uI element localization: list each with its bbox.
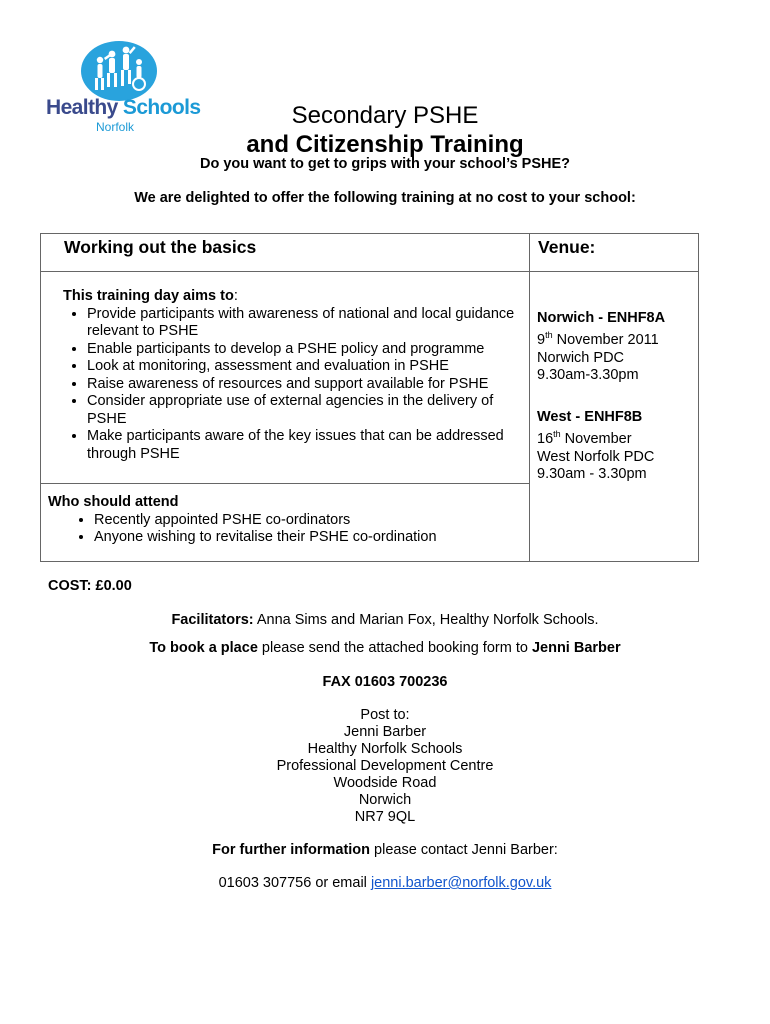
- aim-item: • Enable participants to develop a PSHE policy and programme: [87, 341, 523, 359]
- who-cell: [41, 484, 530, 562]
- aims-list: [63, 306, 523, 464]
- intro-offer: We are delighted to offer the following training at no cost to your school:: [134, 190, 636, 206]
- facilitators: Facilitators: Anna Sims and Marian Fox, Healthy Norfolk Schools.: [171, 612, 599, 628]
- venue-place: Norwich PDC: [537, 349, 625, 366]
- logo-wordmark: Healthy Schools: [46, 96, 201, 119]
- venue-time: 9.30am-3.30pm: [537, 367, 639, 384]
- email-link[interactable]: jenni.barber@norfolk.gov.uk: [370, 875, 552, 891]
- cost: COST: £0.00: [48, 578, 132, 594]
- course-heading: Working out the basics: [64, 237, 257, 257]
- fax-number: FAX 01603 700236: [322, 674, 448, 690]
- aims-intro: This training day aims to:: [63, 288, 238, 304]
- post-line: Norwich: [358, 792, 412, 808]
- venue-time: 9.30am - 3.30pm: [537, 466, 647, 483]
- course-table: [40, 233, 699, 562]
- post-line: Woodside Road: [333, 775, 437, 791]
- venue-date: 9th November 2011: [537, 330, 659, 349]
- venue-west: [537, 409, 692, 484]
- venue-code: West - ENHF8B: [537, 408, 643, 425]
- booking-instructions: To book a place please send the attached booking form to Jenni Barber: [149, 640, 621, 656]
- who-item: • Anyone wishing to revitalise their PSHE co-ordination: [94, 529, 523, 547]
- post-line: Jenni Barber: [343, 724, 427, 740]
- post-line: Healthy Norfolk Schools: [307, 741, 463, 757]
- venue-heading: Venue:: [538, 237, 596, 257]
- aim-item: • Make participants aware of the key issues that can be addressed through PSHE: [87, 428, 523, 463]
- children-silhouette-icon: [80, 40, 158, 102]
- logo-subtitle: Norfolk: [96, 120, 135, 134]
- post-line: Post to:: [360, 707, 410, 723]
- who-heading: Who should attend: [48, 494, 179, 510]
- venue-date: 16th November: [537, 429, 632, 448]
- venue-place: West Norfolk PDC: [537, 448, 655, 465]
- contact-line: 01603 307756 or email jenni.barber@norfolk.gov.uk: [218, 875, 552, 891]
- aims-cell: [41, 272, 530, 484]
- page-title-line1: Secondary PSHE: [291, 102, 479, 129]
- venue-heading-cell: [530, 234, 699, 272]
- aim-item: • Look at monitoring, assessment and evaluation in PSHE: [87, 358, 523, 376]
- aim-item: • Raise awareness of resources and support available for PSHE: [87, 376, 523, 394]
- aim-item: • Provide participants with awareness of national and local guidance relevant to PSHE: [87, 306, 523, 341]
- further-information: For further information please contact Jenni Barber:: [212, 842, 558, 858]
- venue-cell: [530, 272, 699, 562]
- post-line: Professional Development Centre: [276, 758, 494, 774]
- venue-code: Norwich - ENHF8A: [537, 310, 666, 326]
- venue-norwich: [537, 310, 692, 385]
- intro-question: Do you want to get to grips with your school’s PSHE?: [199, 156, 571, 172]
- post-line: NR7 9QL: [354, 809, 416, 825]
- who-item: • Recently appointed PSHE co-ordinators: [94, 512, 523, 530]
- who-list: [48, 512, 523, 547]
- page-title-line2: and Citizenship Training: [246, 131, 524, 158]
- course-heading-cell: [41, 234, 530, 272]
- healthy-schools-logo: [44, 40, 201, 134]
- aim-item: • Consider appropriate use of external agencies in the delivery of PSHE: [87, 393, 523, 428]
